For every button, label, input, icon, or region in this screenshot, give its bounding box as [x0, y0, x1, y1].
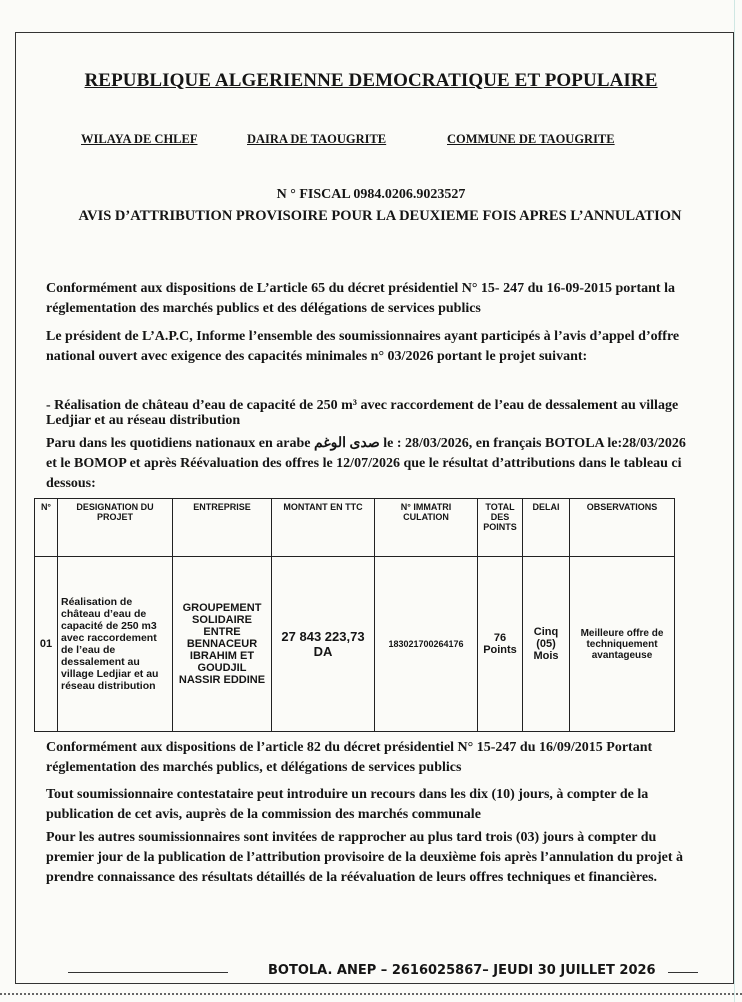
- table-header: MONTANT EN TTC: [272, 499, 375, 557]
- footer-rule-left: [68, 972, 228, 973]
- table-cell: GROUPEMENT SOLIDAIRE ENTRE BENNACEUR IBRAHIM ET GOUDJIL NASSIR EDDINE: [173, 557, 272, 732]
- table-cell: 183021700264176: [375, 557, 478, 732]
- table-cell: 27 843 223,73 DA: [272, 557, 375, 732]
- paragraph-president-info: Le président de L’A.P.C, Informe l’ensemble des soumissionnaires ayant participés à l’avis d’appel d’offre national ouvert avec exigence des capacités minimales n° 03/2026 portant le projet suivant:: [46, 329, 680, 364]
- paragraph-article-82: Conformément aux dispositions de l’article 82 du décret présidentiel N° 15-247 du 16/09/2015 Portant réglementation des marchés publics, et délégations de services publics: [46, 740, 653, 775]
- paragraph-project: - Réalisation de château d’eau de capacité de 250 m³ avec raccordement de l’eau de dessalement au village Ledjiar et au réseau distribution: [46, 398, 679, 428]
- table-header: OBSERVATIONS: [570, 499, 675, 557]
- table-header: N° IMMATRI CULATION: [375, 499, 478, 557]
- commune-label: COMMUNE DE TAOUGRITE: [447, 132, 615, 146]
- table-cell: 01: [35, 557, 58, 732]
- table-header: N°: [35, 499, 58, 557]
- avis-title: AVIS D’ATTRIBUTION PROVISOIRE POUR LA DEUXIEME FOIS APRES L’ANNULATION: [78, 208, 682, 224]
- table-header: DELAI: [523, 499, 570, 557]
- page-edge-line: [734, 0, 735, 1002]
- table-row: [35, 557, 675, 732]
- table-header: DESIGNATION DU PROJET: [58, 499, 173, 557]
- wilaya-label: WILAYA DE CHLEF: [81, 132, 198, 146]
- daira-label: DAIRA DE TAOUGRITE: [247, 132, 387, 146]
- table-cell: Cinq (05) Mois: [523, 557, 570, 732]
- cut-line: [0, 993, 742, 995]
- table-cell: 76 Points: [478, 557, 523, 732]
- paragraph-publication: Paru dans les quotidiens nationaux en arabe صدى الوغم le : 28/03/2026, en français BOTOLA le:28/03/2026 et le BOMOP et après Réévaluation des offres le 12/07/2026 que le résultat d’attributions dans le tableau ci dessous:: [46, 436, 686, 491]
- table-header-row: [35, 499, 675, 557]
- table-cell: Réalisation de château d’eau de capacité de 250 m3 avec raccordement de l’eau de dessalement au village Ledjiar et au réseau distribution: [58, 557, 173, 732]
- table-header: ENTREPRISE: [173, 499, 272, 557]
- republic-title: REPUBLIQUE ALGERIENNE DEMOCRATIQUE ET POPULAIRE: [84, 70, 658, 91]
- paragraph-legal-ref: Conformément aux dispositions de L’article 65 du décret présidentiel N° 15- 247 du 16-09-2015 portant la réglementation des marchés publics et des délégations de services publics: [46, 281, 675, 316]
- table-header: TOTAL DES POINTS: [478, 499, 523, 557]
- attribution-table: [34, 498, 675, 732]
- fiscal-number: N ° FISCAL 0984.0206.9023527: [276, 187, 466, 202]
- table-cell: Meilleure offre de techniquement avantageuse: [570, 557, 675, 732]
- footer-rule-right: [668, 972, 698, 973]
- paragraph-invitation: Pour les autres soumissionnaires sont invitées de rapprocher au plus tard trois (03) jours à compter du premier jour de la publication de l’attribution provisoire de la deuxième fois après l’annulation du projet à prendre connaissance des résultats détaillés de la réévaluation de leurs offres techniques et financières.: [46, 830, 684, 885]
- paragraph-recourse: Tout soumissionnaire contestataire peut introduire un recours dans les dix (10) jours, à compter de la publication de cet avis, auprès de la commission des marchés communale: [46, 787, 649, 822]
- footer-publication: BOTOLA. ANEP – 2616025867– JEUDI 30 JUILLET 2026: [268, 963, 656, 978]
